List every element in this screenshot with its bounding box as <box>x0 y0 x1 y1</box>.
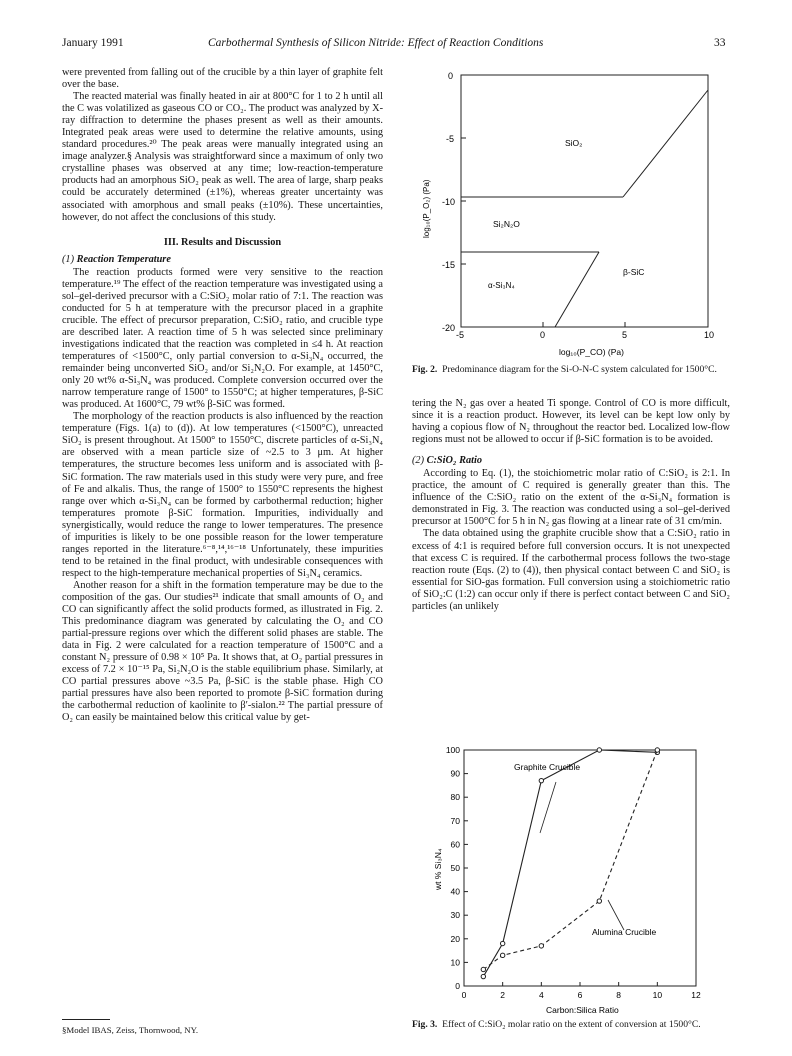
x-tick-label: 6 <box>577 990 583 1000</box>
caption-text: Effect of C:SiO₂ molar ratio on the extent of conversion at 1500°C. <box>442 1019 701 1030</box>
y-tick-label: -15 <box>442 260 456 270</box>
page-number: 33 <box>714 37 726 49</box>
data-point <box>500 953 504 957</box>
figure-2-predominance-diagram <box>418 60 728 360</box>
y-tick-label: 50 <box>450 863 460 873</box>
data-point <box>539 944 543 948</box>
region-label: SiO₂ <box>565 138 583 148</box>
paragraph: According to Eq. (1), the stoichiometric molar ratio of C:SiO₂ is 2:1. In practice, the amount of C required is generally greater than this. The influence of the C:SiO₂ ratio on the extent of the α-Si₃N₄ formation is demonstrated in Fig. 3. The reaction was conducted using a sol–gel-derived precursor at 1500°C for 5 h in N₂ gas flowing at a linear rate of 31 cm/min. <box>412 468 730 528</box>
y-axis-label: wt % Si₃N₄ <box>433 848 443 890</box>
section-heading: III. Results and Discussion <box>163 236 282 248</box>
x-tick-label: 5 <box>622 330 628 340</box>
subsection-heading <box>412 455 730 467</box>
region-label: α-Si₃N₄ <box>488 281 515 290</box>
data-point <box>539 778 543 782</box>
caption-text: Predominance diagram for the Si-O-N-C system calculated for 1500°C. <box>442 364 717 375</box>
subsection-title: C:SiO₂ Ratio <box>426 455 482 467</box>
x-axis-label: Carbon:Silica Ratio <box>546 1005 619 1015</box>
subsection-title: Reaction Temperature <box>76 253 171 265</box>
y-tick-label: 40 <box>450 886 460 897</box>
y-tick-label: 80 <box>450 792 460 803</box>
left-column <box>62 67 383 724</box>
y-tick-label: 60 <box>450 839 460 850</box>
boundary-line <box>555 252 599 327</box>
legend-label-alumina: Alumina Crucible <box>592 927 657 937</box>
region-label: Si₂N₂O <box>493 219 520 229</box>
subsection-heading <box>62 254 383 266</box>
data-point <box>597 899 601 903</box>
y-tick-label: 70 <box>450 815 460 826</box>
y-tick-label: -10 <box>442 197 456 207</box>
x-tick-label: -5 <box>456 330 465 340</box>
x-tick-label: 10 <box>652 990 663 1000</box>
x-tick-label: 0 <box>540 330 546 340</box>
x-tick-label: 8 <box>616 990 622 1000</box>
data-point <box>655 748 659 752</box>
figure-2-caption <box>412 364 730 375</box>
paragraph: Another reason for a shift in the formation temperature may be due to the composition of the gas. Our studies²¹ indicate that small amounts of O₂ and CO can significantly affect the solid products formed, as illustrated in Fig. 2. This predominance diagram was generated by calculating the O₂ and CO partial-pressure regions over which the different solid phases are stable. The data in Fig. 2 were calculated for a reaction temperature of 1500°C and a constant N₂ pressure of 0.98 × 10⁵ Pa. It shows that, at O₂ partial pressures in excess of 7.2 × 10⁻¹⁵ Pa, Si₂N₂O is the stable equilibrium phase. Similarly, at CO partial pressures above ~3.5 Pa, β-SiC is the stable phase. High CO partial pressures have also been reported to promote β-SiC formation during the carbothermal reduction of kaolinite to β′-sialon.²² The partial pressure of O₂ can easily be maintained below this critical value by get- <box>62 579 383 724</box>
annotation-leader <box>608 900 624 930</box>
paragraph: The morphology of the reaction products is also influenced by the reaction temperature (Figs. 1(a) to (d)). At low temperatures (<1500°C), unreacted SiO₂ is present throughout. At 1500° to 1550°C, discrete particles of α-Si₃N₄ are observed with a mean particle size of ~2.5 to 3 μm. At higher temperatures, the structure becomes less uniform and is associated with β-SiC formation. The raw materials used in this study were very pure, and free of Fe and alkalis. Thus, the range of 1500° to 1550°C represents the highest range over which α-Si₃N₄ can be formed by carbothermal reduction; higher temperatures promote β-SiC formation. Impurities, individually and synergistically, would reduce the range to lower temperatures. The presence of impurities is likely to be one possible reason for the lower temperature ranges reported in the literature.⁶⁻⁸,¹⁴,¹⁶⁻¹⁸ Unfortunately, these impurities tend to be retained in the final product, with undesirable consequences with respect to the high-temperature mechanical properties of Si₃N₄ ceramics. <box>62 411 383 579</box>
x-tick-label: 2 <box>500 990 506 1000</box>
paragraph: The reacted material was finally heated in air at 800°C for 1 to 2 h until all the C was volatilized as gaseous CO or CO₂. The product was analyzed by X-ray diffraction to determine the phases present as well as their amounts. Integrated peak areas were used to determine the relative amounts, using standard procedures.²⁰ The peak areas were manually integrated using an image analyzer.§ Analysis was straightforward since a maximum of only two crystalline phases was observed at any time; low-reaction-temperature products had an amorphous SiO₂ peak as well. The area of large, sharp peaks could be accurately determined (±1%), whereas greater uncertainty was associated with amorphous and small peaks (±10%). These uncertainties, however, do not affect the conclusions of this study. <box>62 91 383 223</box>
y-tick-label: 10 <box>450 957 460 968</box>
running-header-date: January 1991 <box>62 37 124 49</box>
x-tick-label: 0 <box>461 990 467 1000</box>
region-label: β-SiC <box>623 267 645 277</box>
footnote: §Model IBAS, Zeiss, Thornwood, NY. <box>62 1025 199 1035</box>
data-point <box>500 941 504 945</box>
paragraph: tering the N₂ gas over a heated Ti sponge. Control of CO is more difficult, since it is a reaction product. However, its level can be kept low only by having a copious flow of N₂ throughout the reactor bed. Localized low-flow regions must not be allowed to occur if β-SiC formation is to be avoided. <box>412 398 730 446</box>
y-tick-label: 20 <box>450 933 460 944</box>
series-line-graphite <box>483 750 657 977</box>
x-axis-label: log₁₀(P_CO) (Pa) <box>559 347 624 357</box>
y-tick-label: 100 <box>445 745 460 755</box>
y-tick-label: 0 <box>448 71 454 81</box>
subsection-number: (2) <box>412 455 425 467</box>
caption-label: Fig. 2. <box>412 364 438 375</box>
x-tick-label: 12 <box>691 990 701 1000</box>
footnote-rule <box>62 1019 110 1020</box>
running-header-title: Carbothermal Synthesis of Silicon Nitride: Effect of Reaction Conditions <box>208 37 544 49</box>
y-axis-label: log₁₀(P_O₂) (Pa) <box>422 179 431 238</box>
y-tick-label: -5 <box>446 134 455 144</box>
right-column <box>412 398 730 613</box>
y-tick-label: 0 <box>455 981 460 991</box>
figure-3-line-chart <box>428 738 728 1020</box>
boundary-line <box>623 90 708 197</box>
paragraph: The data obtained using the graphite crucible show that a C:SiO₂ ratio in excess of 4:1 is required before full conversion occurs. It is not unexpected that excess C is required. If the carbothermal process follows the two-stage reaction route (Eqs. (2) to (4)), then physical contact between C and SiO₂ is essential for SiO-gas formation. Full conversion using a stoichiometric ratio of SiO₂:C (1:2) can occur only if there is perfect contact between C and SiO₂ particles (an unlikely <box>412 528 730 612</box>
data-point <box>481 974 485 978</box>
y-tick-label: -20 <box>442 323 456 333</box>
subsection-number: (1) <box>62 253 75 265</box>
legend-label-graphite: Graphite Crucible <box>514 762 581 772</box>
data-point <box>597 748 601 752</box>
x-tick-label: 4 <box>538 990 544 1000</box>
paragraph: The reaction products formed were very sensitive to the reaction temperature.¹⁹ The effect of the reaction temperature was investigated using a sol–gel-derived precursor with a C:SiO₂ molar ratio of 7:1. The reaction was conducted for 5 h at temperature with the precursor placed in a graphite crucible. The effect of precursor preparation, C:SiO₂ ratio, and crucible type are described later. A reaction time of 5 h was selected since preliminary investigations indicated that the reaction was completed in ≤4 h. At reaction temperatures of <1500°C, only partial conversion to α-Si₃N₄ occurred, the remainder being unconverted SiO₂ and/or Si₂N₂O. For example, at 1450°C, only 20 wt% α-Si₃N₄ was produced. Complete conversion occurred over the narrow temperature range of 1500° to 1550°C; at higher temperatures, β-SiC was produced. At 1600°C, 79 wt% β-SiC was formed. <box>62 266 383 411</box>
caption-label: Fig. 3. <box>412 1019 438 1030</box>
paragraph: were prevented from falling out of the crucible by a thin layer of graphite felt over the base. <box>62 67 383 91</box>
x-tick-label: 10 <box>704 330 715 340</box>
data-point <box>481 967 485 971</box>
y-tick-label: 90 <box>450 768 460 779</box>
figure-3-caption <box>412 1019 730 1030</box>
annotation-leader <box>540 782 556 833</box>
y-tick-label: 30 <box>450 910 460 921</box>
